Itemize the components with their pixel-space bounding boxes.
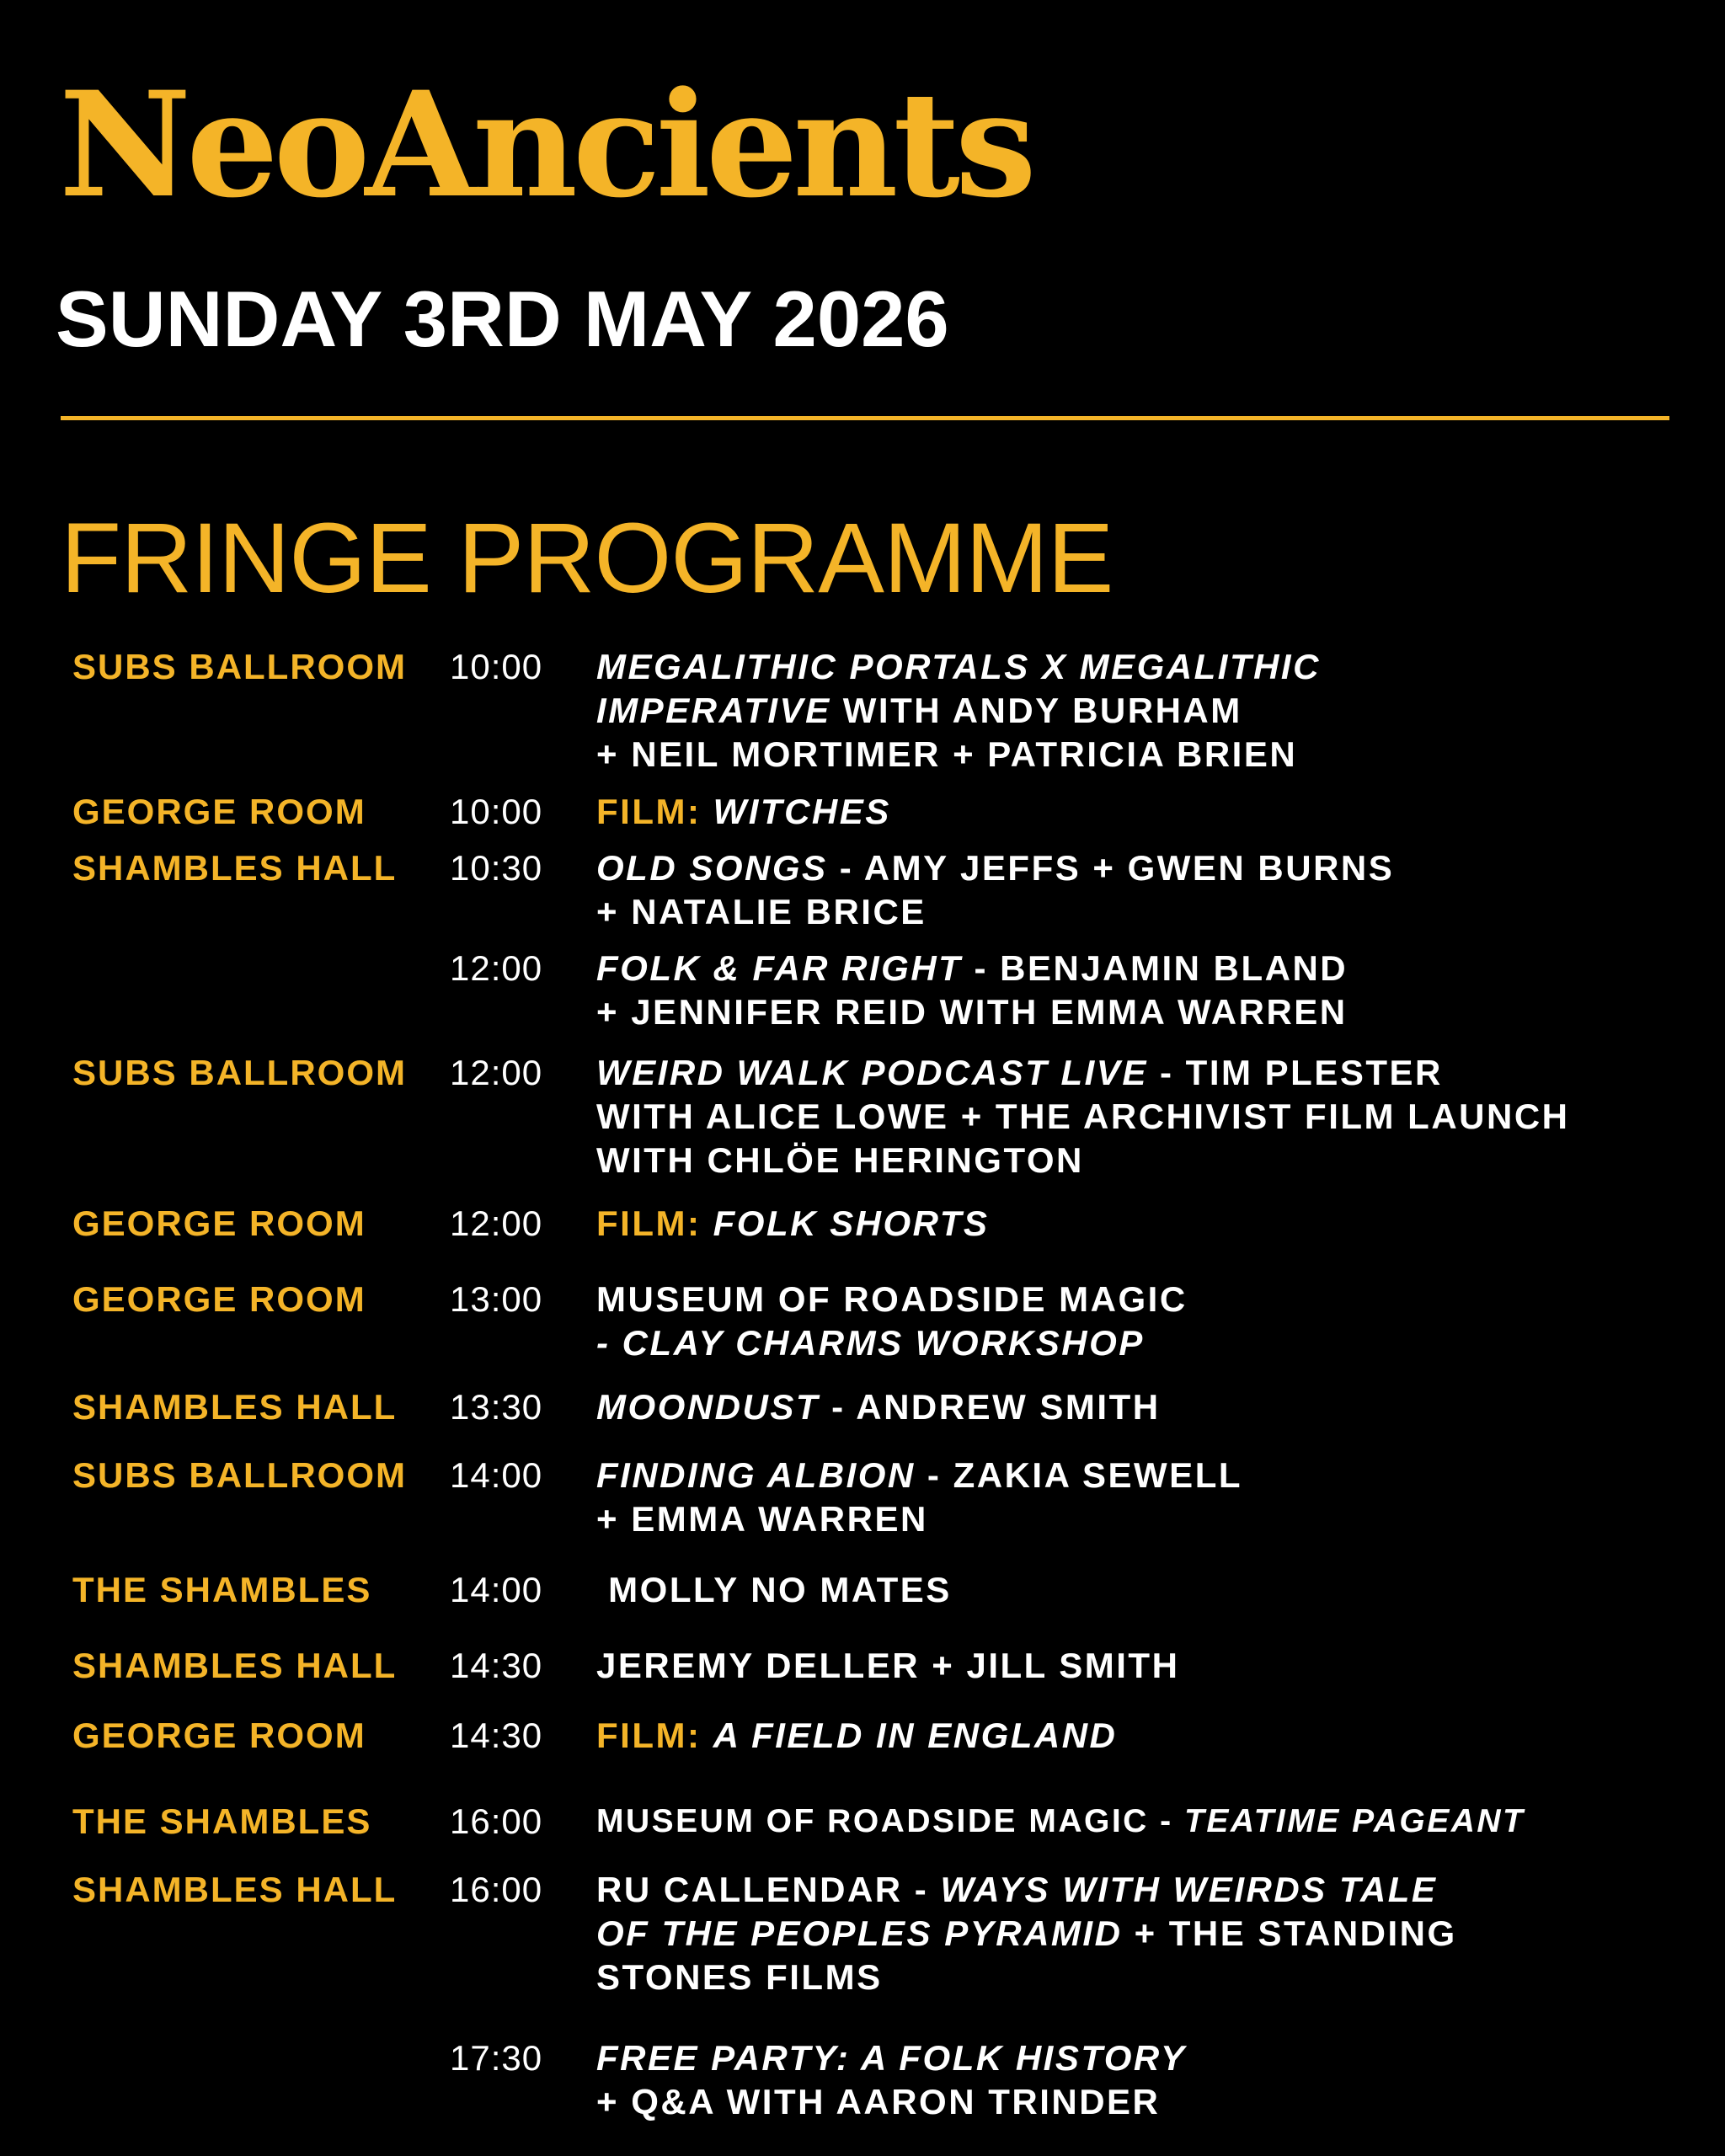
event-line [596,1497,1674,1541]
event-line [596,990,1674,1034]
event-line [596,1868,1674,1912]
time-label: 10:00 [450,792,543,831]
event-text: JEREMY DELLER + JILL SMITH [596,1646,1180,1685]
divider [61,416,1669,420]
time-label: 17:30 [450,2038,543,2078]
event-text: MEGALITHIC PORTALS X MEGALITHIC [596,647,1321,686]
event-line [596,1912,1674,1956]
event-line [596,733,1674,776]
event-text: - BENJAMIN BLAND [962,948,1348,988]
event-description [596,1714,1674,1758]
time-label: 14:00 [450,1570,543,1609]
venue-label: SUBS BALLROOM [72,647,407,686]
event-type-label: FILM: [596,792,713,831]
event-text: + EMMA WARREN [596,1499,928,1539]
event-line [596,1956,1674,1999]
event-text: A FIELD IN ENGLAND [713,1716,1118,1755]
event-text: WAYS WITH WEIRDS TALE [940,1870,1438,1909]
venue-label: SHAMBLES HALL [72,1870,398,1909]
event-line [596,1568,1674,1612]
event-line [596,1454,1674,1497]
event-line [596,2036,1674,2080]
venue-label: THE SHAMBLES [72,1570,372,1609]
time-label: 13:30 [450,1387,543,1427]
event-text: TEATIME PAGEANT [1184,1803,1525,1839]
event-description [596,790,1674,834]
event-text: - TIM PLESTER [1147,1053,1443,1092]
event-line [596,1385,1674,1429]
brand-logo: NeoAncients [59,59,1032,230]
event-text: RU CALLENDAR - [596,1870,941,1909]
event-type-label: FILM: [596,1203,713,1243]
event-line [596,689,1674,733]
event-line [596,1644,1674,1688]
event-text: OF THE PEOPLES PYRAMID [596,1913,1123,1953]
event-description [596,1278,1674,1365]
event-line [596,1321,1674,1365]
venue-label: SHAMBLES HALL [72,848,398,888]
event-line [596,1051,1674,1095]
event-line [596,1202,1674,1246]
event-description [596,2036,1674,2124]
event-description [596,1454,1674,1541]
event-description [596,645,1674,776]
venue-label: GEORGE ROOM [72,1716,366,1755]
event-text: FOLK & FAR RIGHT [596,948,963,988]
venue-label: THE SHAMBLES [72,1801,372,1841]
venue-label: GEORGE ROOM [72,792,366,831]
event-text: - AMY JEFFS + GWEN BURNS [827,848,1395,888]
event-line [596,846,1674,890]
event-description [596,1800,1674,1844]
event-text: WITH CHLÖE HERINGTON [596,1140,1084,1180]
time-label: 14:00 [450,1455,543,1495]
event-line [596,790,1674,834]
time-label: 12:00 [450,1053,543,1092]
event-text: - ANDREW SMITH [820,1387,1161,1427]
event-text: - CLAY CHARMS WORKSHOP [596,1323,1145,1363]
time-label: 16:00 [450,1801,543,1841]
event-text: STONES FILMS [596,1957,883,1997]
event-line [596,1800,1674,1844]
event-text: - ZAKIA SEWELL [915,1455,1243,1495]
event-text: + THE STANDING [1122,1913,1457,1953]
time-label: 10:00 [450,647,543,686]
venue-label: SHAMBLES HALL [72,1646,398,1685]
event-text: FINDING ALBION [596,1455,916,1495]
time-label: 16:00 [450,1870,543,1909]
event-text: + NATALIE BRICE [596,892,927,931]
time-label: 12:00 [450,1203,543,1243]
section-title: FRINGE PROGRAMME [61,503,1114,614]
event-description [596,1202,1674,1246]
event-line [596,1139,1674,1182]
event-line [596,2080,1674,2124]
event-type-label: FILM: [596,1716,713,1755]
event-description [596,1051,1674,1182]
venue-label: SHAMBLES HALL [72,1387,398,1427]
event-line [596,890,1674,934]
event-description [596,846,1674,934]
time-label: 12:00 [450,948,543,988]
venue-label: GEORGE ROOM [72,1279,366,1319]
event-text: OLD SONGS [596,848,828,888]
event-line [596,1095,1674,1139]
event-text: WITH ALICE LOWE + THE ARCHIVIST FILM LAUNCH [596,1097,1570,1136]
event-description [596,1568,1674,1612]
time-label: 10:30 [450,848,543,888]
venue-label: GEORGE ROOM [72,1203,366,1243]
event-text: MOLLY NO MATES [596,1570,952,1609]
event-line [596,1714,1674,1758]
event-description [596,947,1674,1034]
event-date: SUNDAY 3RD MAY 2026 [56,275,949,363]
time-label: 14:30 [450,1716,543,1755]
event-line [596,645,1674,689]
event-text: MOONDUST [596,1387,820,1427]
event-text: MUSEUM OF ROADSIDE MAGIC [596,1279,1188,1319]
event-text: FOLK SHORTS [713,1203,990,1243]
event-text: WEIRD WALK PODCAST LIVE [596,1053,1148,1092]
event-description [596,1644,1674,1688]
event-text: + NEIL MORTIMER + PATRICIA BRIEN [596,734,1298,774]
venue-label: SUBS BALLROOM [72,1455,407,1495]
venue-label: SUBS BALLROOM [72,1053,407,1092]
event-text: + JENNIFER REID WITH EMMA WARREN [596,992,1348,1032]
event-line [596,947,1674,990]
time-label: 13:00 [450,1279,543,1319]
event-text: MUSEUM OF ROADSIDE MAGIC - [596,1803,1184,1839]
event-text: + Q&A WITH AARON TRINDER [596,2082,1161,2121]
time-label: 14:30 [450,1646,543,1685]
event-text: FREE PARTY: A FOLK HISTORY [596,2038,1187,2078]
event-text: WITH ANDY BURHAM [830,691,1242,730]
event-description [596,1385,1674,1429]
event-text: WITCHES [713,792,891,831]
event-description [596,1868,1674,1999]
event-text: IMPERATIVE [596,691,831,730]
event-line [596,1278,1674,1321]
